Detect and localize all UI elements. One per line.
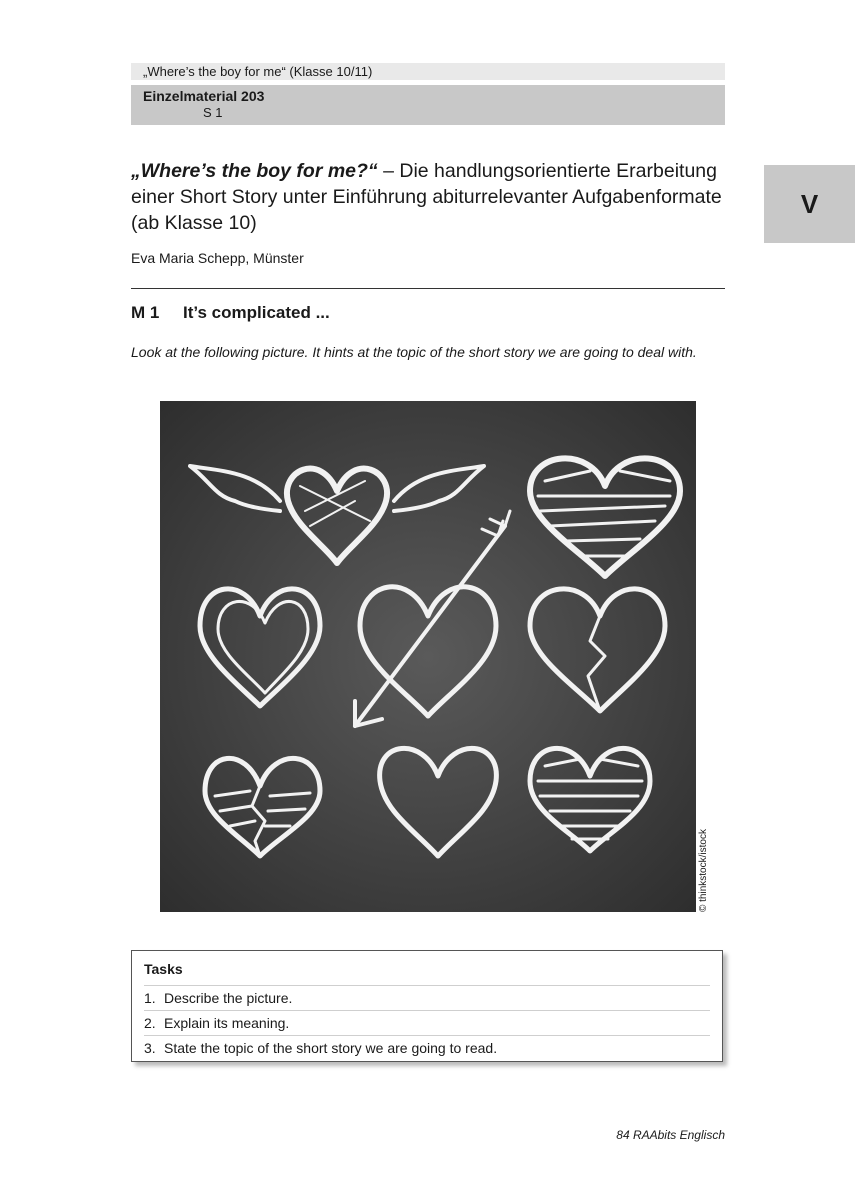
page-title: [131, 158, 731, 236]
task-text: Explain its meaning.: [164, 1015, 290, 1031]
author: Eva Maria Schepp, Münster: [131, 250, 304, 266]
task-number: 1.: [144, 990, 156, 1006]
page-number: S 1: [203, 105, 223, 120]
task-number: 2.: [144, 1015, 156, 1031]
page-footer: 84 RAAbits Englisch: [616, 1128, 725, 1142]
section-number: M 1: [131, 303, 160, 322]
image-credit: © thinkstock/istock: [698, 829, 709, 912]
task-item: [144, 1035, 710, 1060]
task-number: 3.: [144, 1040, 156, 1056]
task-item: [144, 1010, 710, 1035]
section-tab: V: [764, 165, 855, 243]
tasks-title: Tasks: [144, 961, 183, 977]
material-number: Einzelmaterial 203: [143, 88, 265, 104]
chalk-hearts-image: [160, 401, 696, 912]
header-material: [131, 85, 725, 125]
task-text: State the topic of the short story we are going to read.: [164, 1040, 498, 1056]
title-emphasis: „Where’s the boy for me?“: [131, 160, 378, 182]
section-title: It’s complicated ...: [183, 303, 330, 322]
title-rest: – Die handlungsorientierte Erarbeitung einer Short Story unter Einführung abiturrelevanter Aufgabenformate (ab Klasse 10): [131, 160, 722, 234]
divider: [131, 288, 725, 289]
intro-text: Look at the following picture. It hints at the topic of the short story we are going to deal with.: [131, 344, 697, 360]
task-text: Describe the picture.: [164, 990, 293, 1006]
section-heading: [131, 303, 330, 323]
header-series: „Where’s the boy for me“ (Klasse 10/11): [131, 63, 725, 80]
task-item: [144, 985, 710, 1010]
tasks-box: [131, 950, 723, 1062]
